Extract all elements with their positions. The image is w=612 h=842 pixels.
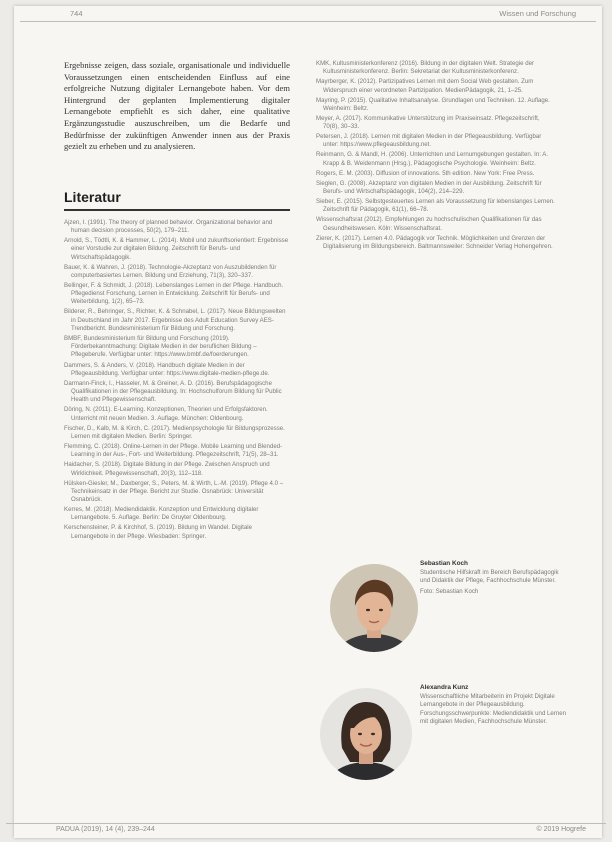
literature-heading: Literatur xyxy=(64,189,290,211)
reference-entry: Zierer, K. (2017). Lernen 4.0. Pädagogik vor Technik. Möglichkeiten und Grenzen der Digitalisierung im Bildungsbereich. Baltmannsweiler: Schneider Verlag Hohengehren. xyxy=(316,234,553,250)
reference-entry: Bellinger, F. & Schmidt, J. (2018). Lebenslanges Lernen in der Pflege. Handbuch. Pflegedienst Forschung, Lernen in Entwicklung. Zeitschrift für Berufs- und Weiterbildung, 1(2), 65–73. xyxy=(64,281,284,306)
reference-entry: Dammers, S. & Anders, V. (2018). Handbuch digitale Medien in der Pflegeausbildung. Verfügbar unter: https://www.digitale-medien-pflege.de. xyxy=(64,361,270,377)
reference-entry: BMBF, Bundesministerium für Bildung und Forschung (2019). Förderbekanntmachung: Digitale Medien in der beruflichen Bildung – Pflegeberufe. Verfügbar unter: https://www.bmbf.de/foerderungen. xyxy=(64,334,257,359)
reference-entry: Bauer, K. & Wahren, J. (2018). Technologie-Akzeptanz von Auszubildenden für computerbasiertes Lernen. Bildung und Erziehung, 71(3), 320–337. xyxy=(64,263,277,279)
reference-entry: Mayring, P. (2015). Qualitative Inhaltsanalyse. Grundlagen und Techniken. 12. Auflage. Weinheim: Beltz. xyxy=(316,96,550,112)
photo-credit: Foto: Sebastian Koch xyxy=(420,587,479,595)
reference-entry: Haidacher, S. (2018). Digitale Bildung in der Pflege. Zwischen Anspruch und Wirklichkeit. Pflegewissenschaft, 20(3), 112–118. xyxy=(64,461,270,477)
reference-entry: KMK, Kultusministerkonferenz (2016). Bildung in der digitalen Welt. Strategie der Kultusministerkonferenz. Berlin: Sekretariat der Kultusministerkonferenz. xyxy=(316,60,535,76)
reference-list-right xyxy=(316,60,556,253)
reference-entry: Döring, N. (2011). E-Learning. Konzeptionen, Theorien und Erfolgsfaktoren. Unterricht mit neuen Medien. 3. Auflage. München: Oldenbourg. xyxy=(64,406,268,422)
copyright: © 2019 Hogrefe xyxy=(536,826,586,833)
author-name: Alexandra Kunz xyxy=(420,684,469,691)
author-photo-2 xyxy=(320,688,412,780)
left-column xyxy=(64,60,290,543)
author-photo-1 xyxy=(330,564,418,652)
section-title: Wissen und Forschung xyxy=(499,9,576,18)
reference-entry: Rogers, E. M. (2003). Diffusion of innovations. 5th edition. New York: Free Press. xyxy=(316,169,535,177)
reference-entry: Kerres, M. (2018). Mediendidaktik. Konzeption und Entwicklung digitaler Lernangebote. 5. Auflage. Berlin: De Gruyter Oldenbourg. xyxy=(64,506,259,522)
reference-entry: Arnold, S., Tödtli, K. & Hammer, L. (2014). Mobil und zukunftsorientiert: Ergebnisse einer Vorstudie zur digitalen Bildung. Zeitschrift für Berufs- und Wirtschaftspädagogik. xyxy=(64,237,289,261)
reference-entry: Kerschensteiner, P. & Kirchhof, S. (2019). Bildung im Wandel. Digitale Lernangebote in der Pflege. Wiesbaden: Springer. xyxy=(64,524,252,540)
author-bio-1 xyxy=(420,560,568,596)
reference-entry: Petersen, J. (2018). Lernen mit digitalen Medien in der Pflegeausbildung. Verfügbar unter: https://www.pflegeausbildung.net. xyxy=(316,133,542,149)
reference-entry: Hülsken-Giesler, M., Daxberger, S., Peters, M. & Wirth, L.-M. (2019). Pflege 4.0 – Technikeinsatz in der Pflege. Bericht zur Studie. Osnabrück: Universität Osnabrück. xyxy=(64,479,284,504)
reference-entry: Darmann-Finck, I., Hasseler, M. & Greiner, A. D. (2016). Berufspädagogische Qualifikationen in der Pflegeausbildung. In: Hochschulforum Bildung für Public Health und Pflegewissenschaft. xyxy=(64,379,282,404)
reference-entry: Sieglen, G. (2008). Akzeptanz von digitalen Medien in der Ausbildung. Zeitschrift für Berufs- und Wirtschaftspädagogik, 104(2), 214–229. xyxy=(316,179,542,196)
author-description: Wissenschaftliche Mitarbeiterin im Projekt Digitale Lernangebote in der Pflegeausbildung. Forschungsschwerpunkte: Mediendidaktik und Lernen mit digitalen Medien, Fachhochschule Münster. xyxy=(420,693,566,725)
reference-list-left xyxy=(64,219,290,541)
reference-entry: Reinmann, G. & Mandl, H. (2006). Unterrichten und Lernumgebungen gestalten. In: A. Krapp & B. Weidenmann (Hrsg.), Pädagogische Psychologie. Weinheim: Beltz. xyxy=(316,151,549,167)
page-number: 744 xyxy=(70,9,83,18)
reference-entry: Sieber, E. (2015). Selbstgesteuertes Lernen als Voraussetzung für lebenslanges Lernen. Zeitschrift für Pädagogik, 61(1), 66–78. xyxy=(316,198,555,214)
reference-entry: Mayrberger, K. (2012). Partizipatives Lernen mit dem Social Web gestalten. Zum Widerspruch einer verordneten Partizipation. MedienPädagogik, 21, 1–25. xyxy=(316,78,534,94)
author-name: Sebastian Koch xyxy=(420,560,468,567)
reference-entry: Meyer, A. (2017). Kommunikative Unterstützung im Praxiseinsatz. Pflegezeitschrift, 70(8), 30–33. xyxy=(316,114,540,131)
reference-entry: Fischer, D., Kalb, M. & Kirch, C. (2017). Medienpsychologie für Bildungsprozesse. Lernen mit digitalen Medien. Berlin: Springer. xyxy=(64,424,285,440)
reference-entry: Wissenschaftsrat (2012). Empfehlungen zu hochschulischen Qualifikationen für das Gesundheitswesen. Köln: Wissenschaftsrat. xyxy=(316,216,542,232)
intro-paragraph: Ergebnisse zeigen, dass soziale, organisationale und individuelle Voraussetzungen einen entscheidenden Einfluss auf eine erfolgreiche Nutzung digitaler Lernangebote haben. Vor dem Hintergrund der geplanten Implementierung digitaler Lernangebote empfiehlt es sich daher, eine qualitative Ergänzungsstudie auszuschreiben, um die Bedarfe und Bedürfnisse der zukünftigen Anwender innen aus der Praxis gezielt zu erheben und zu analysieren. xyxy=(64,60,290,152)
page-footer xyxy=(6,823,606,836)
author-bio-2 xyxy=(420,684,568,726)
running-header xyxy=(20,7,596,22)
reference-entry: Flemming, C. (2018). Online-Lernen in der Pflege. Mobile Learning und Blended-Learning in der Aus-, Fort- und Weiterbildung. Pflegezeitschrift, 71(5), 28–31. xyxy=(64,442,283,459)
reference-entry: Ajzen, I. (1991). The theory of planned behavior. Organizational behavior and human decision processes, 50(2), 179–211. xyxy=(64,218,273,234)
author-description: Studentische Hilfskraft im Bereich Berufspädagogik und Didaktik der Pflege, Fachhochschule Münster. xyxy=(420,569,559,585)
journal-citation: PADUA (2019), 14 (4), 239–244 xyxy=(56,826,155,833)
reference-entry: Bilderer, R., Behringer, S., Richter, K. & Schnabel, L. (2017). Neue Bildungswelten in Deutschland im Jahr 2017. Ergebnisse des Adult Education Survey AES-Trendbericht. Bundesministerium für Bildung und Forschung. xyxy=(64,308,286,332)
